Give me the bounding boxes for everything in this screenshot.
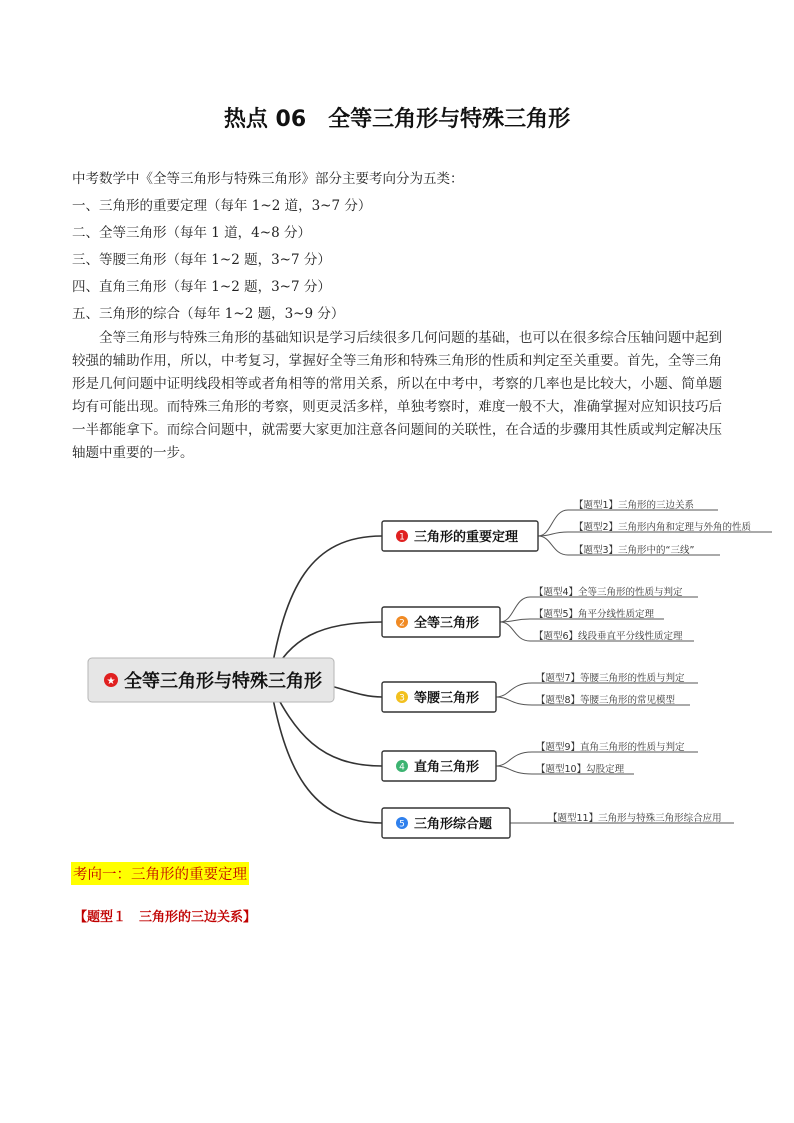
- leaf-item: 【题型6】线段垂直平分线性质定理: [534, 631, 683, 642]
- leaf-item: 【题型10】勾股定理: [536, 764, 625, 775]
- branch-1: [382, 521, 538, 551]
- leaf-item: 【题型5】角平分线性质定理: [534, 609, 655, 620]
- branch-label: 三角形的重要定理: [414, 530, 519, 545]
- intro-paragraph: 全等三角形与特殊三角形的基础知识是学习后续很多几何问题的基础，也可以在很多综合压轴问题中起到较强的辅助作用，所以，中考复习，掌握好全等三角形和特殊三角形的性质和判定至关重要。首先，全等三角形是几何问题中证明线段相等或者角相等的常用关系，所以在中考中，考察的几率也是比较大，小题、简单题均有可能出现。而特殊三角形的考察，则更灵活多样，单独考察时，难度一般不大，准确掌握对应知识技巧后一半都能拿下。而综合问题中，就需要大家更加注意各问题间的关联性，在合适的步骤用其性质或判定解决压轴题中重要的一步。: [72, 330, 722, 461]
- branch-number: 4: [399, 762, 405, 773]
- intro-item: 一、三角形的重要定理（每年 1~2 道，3~7 分）: [72, 198, 372, 214]
- branch-label: 全等三角形: [414, 616, 480, 631]
- mind-map-root: [88, 658, 334, 702]
- leaf-item: 【题型4】全等三角形的性质与判定: [534, 587, 683, 598]
- leaf-item: 【题型8】等腰三角形的常见模型: [536, 695, 676, 706]
- intro-lead: 中考数学中《全等三角形与特殊三角形》部分主要考向分为五类：: [72, 171, 464, 187]
- mind-map-leaf-lines: [496, 510, 772, 823]
- svg-text:★: ★: [106, 676, 116, 687]
- leaf-item: 【题型3】三角形中的“三线”: [574, 545, 695, 556]
- intro-item: 二、全等三角形（每年 1 道，4~8 分）: [72, 225, 311, 241]
- intro-item: 四、直角三角形（每年 1~2 题，3~7 分）: [72, 279, 331, 295]
- leaf-item: 【题型9】直角三角形的性质与判定: [536, 742, 685, 753]
- branch-4: [382, 751, 496, 781]
- branch-label: 三角形综合题: [414, 817, 493, 832]
- leaf-item: 【题型11】三角形与特殊三角形综合应用: [548, 813, 722, 824]
- branch-2: [382, 607, 500, 637]
- branch-label: 等腰三角形: [414, 691, 480, 706]
- branch-number: 5: [399, 819, 405, 830]
- question-type-heading: 【题型１ 三角形的三边关系】: [74, 910, 257, 925]
- page-title: 热点 06 全等三角形与特殊三角形: [223, 107, 571, 132]
- leaf-item: 【题型7】等腰三角形的性质与判定: [536, 673, 685, 684]
- branch-number: 3: [399, 693, 405, 704]
- branch-5: [382, 808, 510, 838]
- mind-map: [0, 478, 794, 858]
- branch-label: 直角三角形: [414, 760, 480, 775]
- intro-block: [72, 166, 732, 328]
- root-label: 全等三角形与特殊三角形: [124, 671, 322, 692]
- leaf-item: 【题型2】三角形内角和定理与外角的性质: [574, 522, 752, 533]
- leaf-item: 【题型1】三角形的三边关系: [574, 500, 695, 511]
- branch-number: 2: [399, 618, 405, 629]
- intro-item: 五、三角形的综合（每年 1~2 题，3~9 分）: [72, 306, 345, 322]
- branch-3: [382, 682, 496, 712]
- branch-number: 1: [399, 532, 405, 543]
- leaf-labels: [534, 499, 752, 824]
- section-heading: 考向一：三角形的重要定理: [71, 862, 249, 885]
- intro-item: 三、等腰三角形（每年 1~2 题，3~7 分）: [72, 252, 331, 268]
